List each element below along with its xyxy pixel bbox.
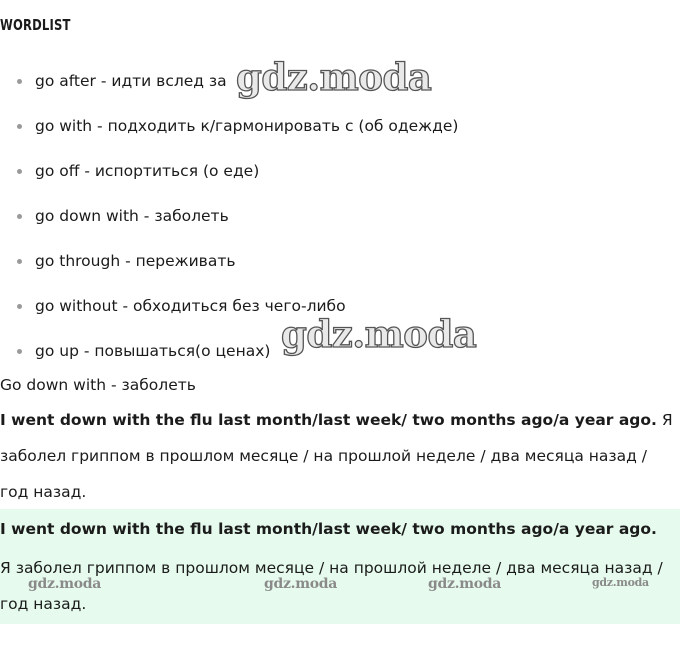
watermark-logo: gdz.moda — [236, 55, 432, 99]
wordlist-item-text: go with - подходить к/гармонировать с (об одежде) — [35, 117, 459, 135]
highlighted-example-english — [0, 511, 670, 547]
wordlist-item-text: go through - переживать — [35, 252, 236, 270]
bullet-icon — [17, 124, 22, 129]
bullet-icon — [17, 79, 22, 84]
bullet-icon — [17, 259, 22, 264]
example-english: I went down with the flu last month/last week/ two months ago/a year ago. — [0, 411, 657, 429]
watermark-logo: gdz.moda — [28, 576, 102, 592]
bullet-icon — [17, 349, 22, 354]
bullet-icon — [17, 304, 22, 309]
wordlist-heading: WORDLIST — [0, 16, 71, 34]
watermark-logo: gdz.moda — [281, 312, 477, 356]
bullet-icon — [17, 214, 22, 219]
highlighted-english-text: I went down with the flu last month/last week/ two months ago/a year ago. — [0, 520, 657, 538]
example-russian: Я заболел гриппом в прошлом месяце / на прошлой неделе / два месяца назад / год назад. — [0, 411, 673, 501]
highlighted-example-box — [0, 509, 680, 624]
wordlist-item-text: go without - обходиться без чего-либо — [35, 297, 346, 315]
highlighted-example-russian: Я заболел гриппом в прошлом месяце / на прошлой неделе / два месяца назад / год назад. — [0, 559, 663, 613]
watermark-logo: gdz.moda — [592, 576, 649, 589]
watermark-logo: gdz.moda — [428, 576, 502, 592]
bullet-icon — [17, 169, 22, 174]
subheading: Go down with - заболеть — [0, 376, 196, 394]
watermark-logo: gdz.moda — [264, 576, 338, 592]
example-paragraph — [0, 402, 680, 510]
wordlist-item-text: go down with - заболеть — [35, 207, 229, 225]
wordlist-item-text: go up - повышаться(о ценах) — [35, 342, 271, 360]
wordlist-item-text: go after - идти вслед за — [35, 72, 227, 90]
wordlist-item-text: go off - испортиться (о еде) — [35, 162, 260, 180]
